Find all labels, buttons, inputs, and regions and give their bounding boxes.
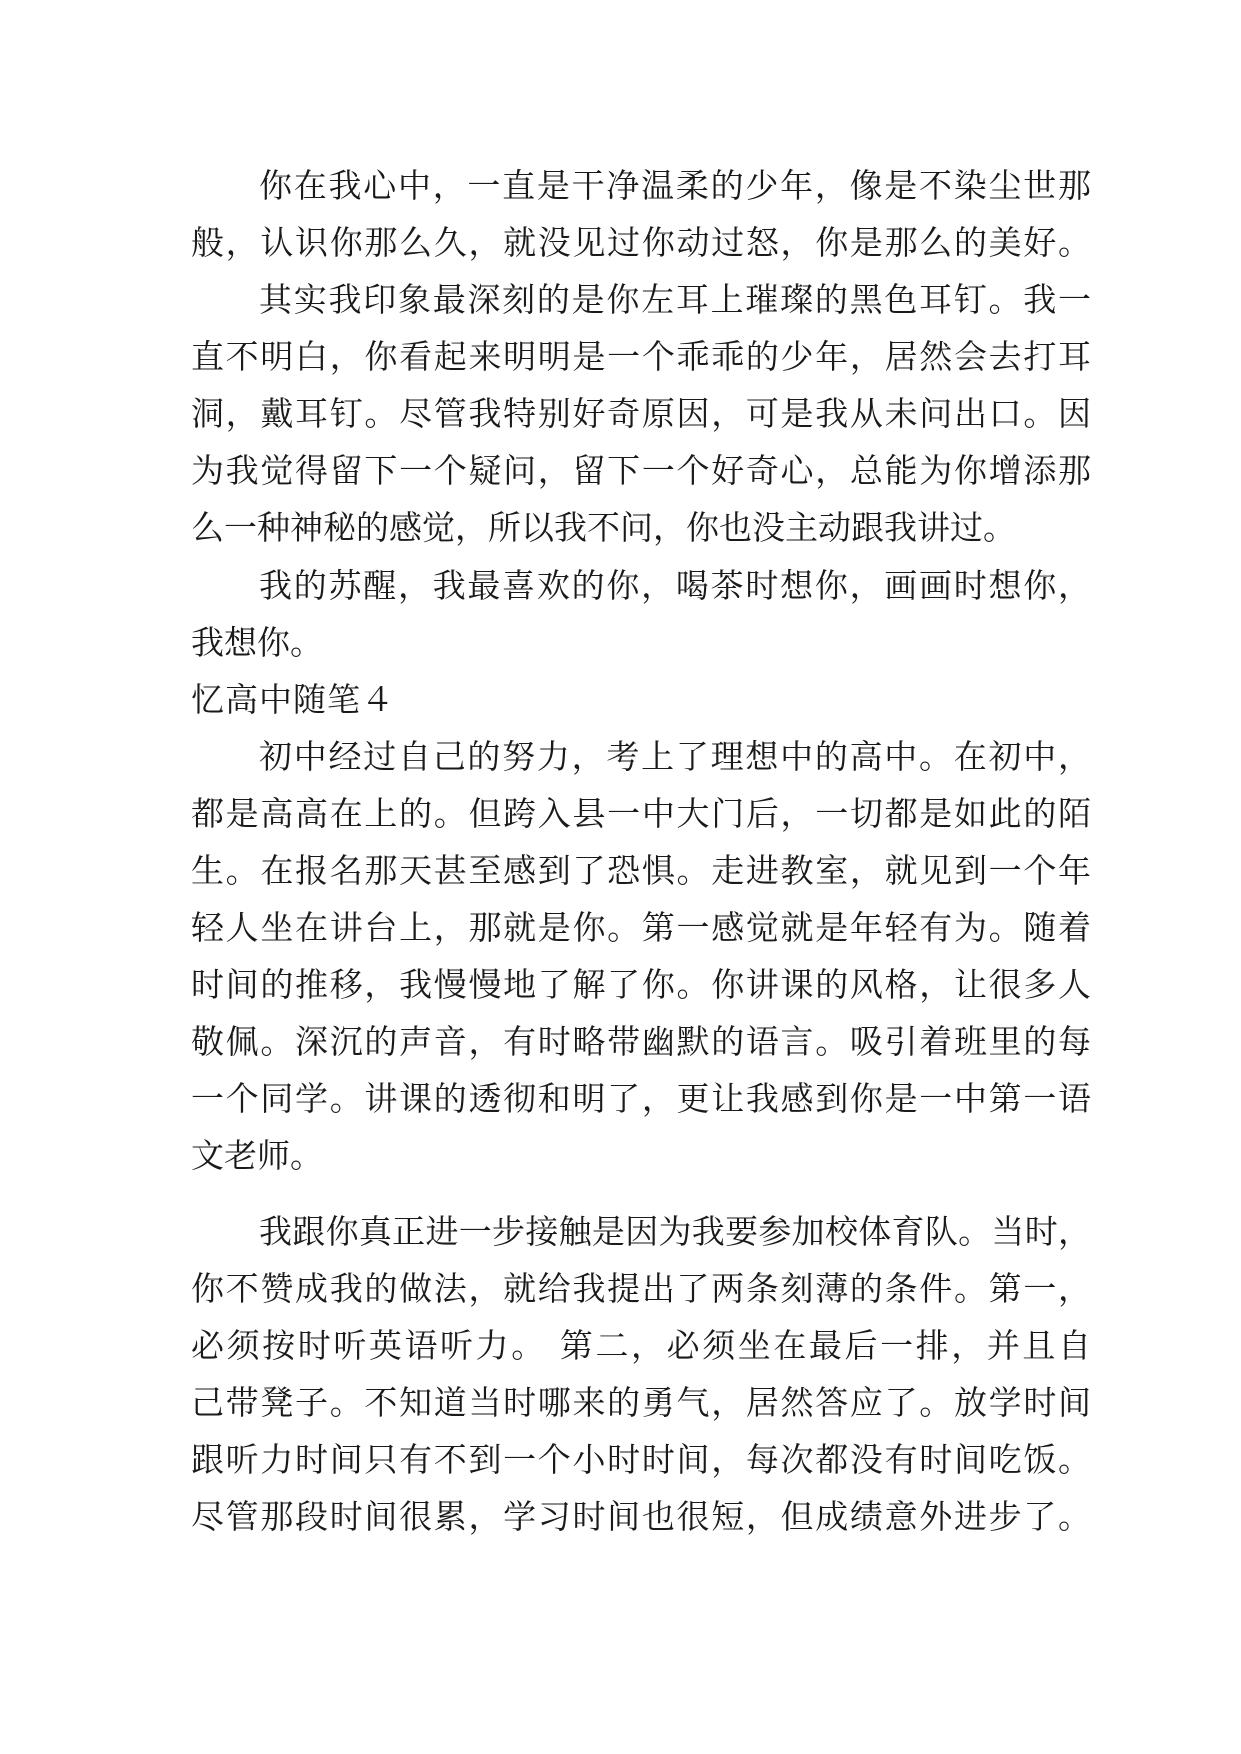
paragraph-line: 时间的推移，我慢慢地了解了你。你讲课的风格，让很多人 [191,965,1091,1004]
paragraph-line: 为我觉得留下一个疑问，留下一个好奇心，总能为你增添那 [191,451,1091,490]
paragraph-line: 其实我印象最深刻的是你左耳上璀璨的黑色耳钉。我一 [259,280,1091,319]
paragraph-line: 我想你。 [191,623,323,662]
paragraph-line: 你在我心中，一直是干净温柔的少年，像是不染尘世那 [259,166,1091,205]
paragraph-line: 文老师。 [191,1136,323,1175]
paragraph-line: 敬佩。深沉的声音，有时略带幽默的语言。吸引着班里的每 [191,1022,1091,1061]
paragraph-line: 洞，戴耳钉。尽管我特别好奇原因，可是我从未问出口。因 [191,394,1091,433]
paragraph-line: 般，认识你那么久，就没见过你动过怒，你是那么的美好。 [191,223,1091,262]
paragraph-line: 尽管那段时间很累，学习时间也很短，但成绩意外进步了。 [191,1497,1091,1536]
paragraph-line: 初中经过自己的努力，考上了理想中的高中。在初中， [259,737,1091,776]
paragraph-line: 你不赞成我的做法，就给我提出了两条刻薄的条件。第一， [191,1269,1091,1308]
paragraph-line: 己带凳子。不知道当时哪来的勇气，居然答应了。放学时间 [191,1383,1091,1422]
paragraph-line: 直不明白，你看起来明明是一个乖乖的少年，居然会去打耳 [191,337,1091,376]
paragraph-line: 我跟你真正进一步接触是因为我要参加校体育队。当时， [259,1212,1091,1251]
paragraph-line: 都是高高在上的。但跨入县一中大门后，一切都是如此的陌 [191,794,1091,833]
paragraph-line: 必须按时听英语听力。 第二，必须坐在最后一排，并且自 [191,1326,1091,1365]
paragraph-line: 么一种神秘的感觉，所以我不问，你也没主动跟我讲过。 [191,508,1016,547]
paragraph-line: 我的苏醒，我最喜欢的你，喝茶时想你，画画时想你， [259,566,1091,605]
paragraph-line: 一个同学。讲课的透彻和明了，更让我感到你是一中第一语 [191,1079,1091,1118]
paragraph-line: 生。在报名那天甚至感到了恐惧。走进教室，就见到一个年 [191,851,1091,890]
paragraph-line: 轻人坐在讲台上，那就是你。第一感觉就是年轻有为。随着 [191,908,1091,947]
section-heading: 忆高中随笔４ [191,680,395,719]
paragraph-line: 跟听力时间只有不到一个小时时间，每次都没有时间吃饭。 [191,1440,1091,1479]
